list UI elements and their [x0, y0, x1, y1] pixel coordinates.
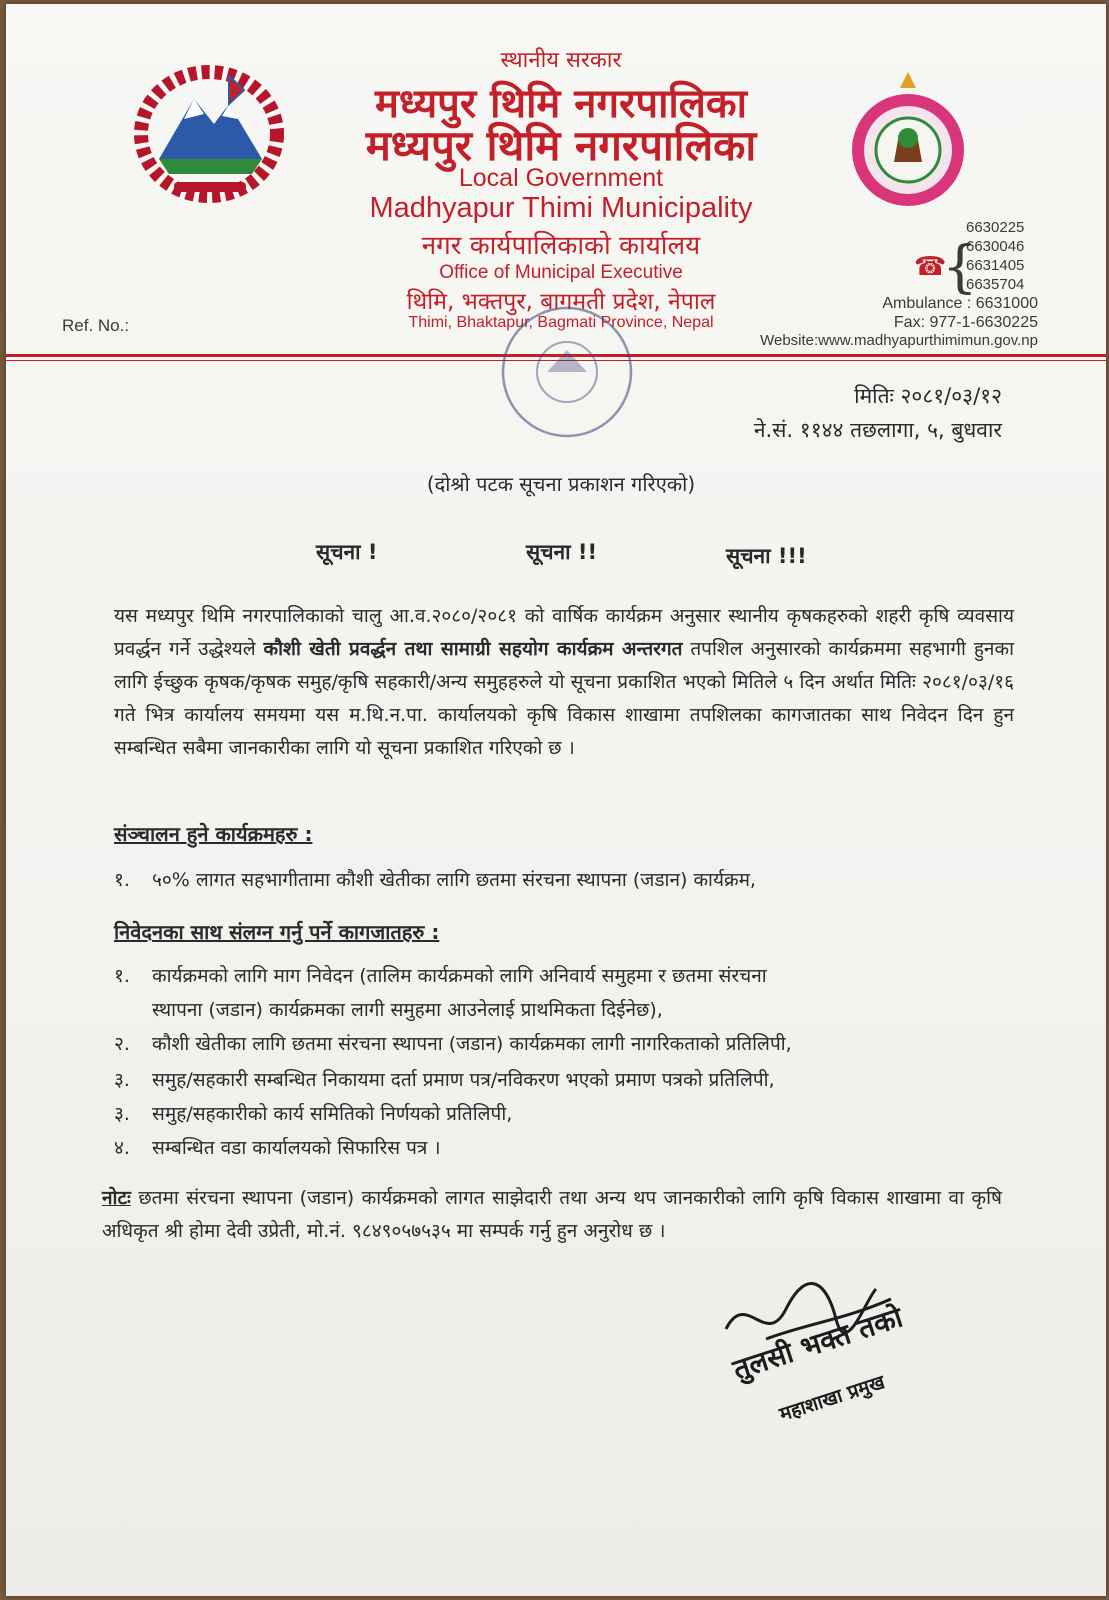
- header-municipality-en: Madhyapur Thimi Municipality: [369, 192, 753, 224]
- note-text: छतमा संरचना स्थापना (जडान) कार्यक्रमको लागत साझेदारी तथा अन्य थप जानकारीको लागि कृषि विकास शाखामा वा कृषि अधिकृत श्री होमा देवी उप्रेती, मो.नं. ९८४९०५७५३५ मा सम्पर्क गर्नु हुन अनुरोध छ ।: [102, 1187, 1002, 1242]
- note-label: नोटः: [102, 1187, 131, 1209]
- nepal-emblem-icon: [134, 64, 284, 204]
- phone-brace: {: [942, 235, 978, 300]
- publication-note: (दोश्रो पटक सूचना प्रकाशन गरिएको): [426, 472, 696, 496]
- ref-no-label: Ref. No.:: [62, 316, 130, 335]
- paragraph-text: तपशिल अनुसारको कार्यक्रममा सहभागी हुनका लागि ईच्छुक कृषक/कृषक समुह/कृषि सहकारी/अन्य समुहहरुले यो सूचना प्रकाशित भएको मितिले ५ दिन अर्थात मितिः २०८१/०३/१६ गते भित्र कार्यालय समयमा यस म.थि.न.पा. कार्यालयको कृषि विकास शाखामा तपशिलका कागजातका साथ निवेदन दिन हुन सम्बन्धित सबैमा जानकारीका लागि यो सूचना प्रकाशित गरिएको छ ।: [114, 638, 1014, 759]
- item-number: १.: [114, 965, 130, 987]
- note-paragraph: [102, 1182, 1002, 1248]
- document-item: [114, 960, 964, 992]
- item-number: १.: [114, 869, 130, 891]
- item-text: समुह/सहकारी सम्बन्धित निकायमा दर्ता प्रमाण पत्र/नविकरण भएको प्रमाण पत्रको प्रतिलिपी,: [152, 1069, 775, 1091]
- header-address-en: Thimi, Bhaktapur, Bagmati Province, Nepal: [408, 314, 714, 331]
- phone-number: 6631405: [966, 257, 1025, 274]
- header-municipality-newari: मध्यपुर थिमि नगरपालिका: [374, 80, 747, 127]
- phone-number: 6635704: [966, 276, 1025, 293]
- signatory-name: तुलसी भक्त तको: [728, 1300, 907, 1387]
- ambulance-number: Ambulance : 6631000: [882, 295, 1038, 312]
- item-text: सम्बन्धित वडा कार्यालयको सिफारिस पत्र ।: [152, 1137, 441, 1159]
- item-text: ५०% लागत सहभागीतामा कौशी खेतीका लागि छतमा संरचना स्थापना (जडान) कार्यक्रम,: [152, 869, 756, 891]
- signatory-title: महाशाखा प्रमुख: [776, 1371, 888, 1426]
- date-nepal-sambat: ने.सं. ११४४ तछलागा, ५, बुधवार: [753, 418, 1002, 442]
- notice-heading-2: सूचना !!: [526, 540, 598, 564]
- office-seal-stamp: [482, 300, 652, 450]
- item-text: कौशी खेतीका लागि छतमा संरचना स्थापना (जडान) कार्यक्रमका लागी नागरिकताको प्रतिलिपी,: [152, 1033, 792, 1055]
- header-office-np: नगर कार्यपालिकाको कार्यालय: [421, 231, 701, 261]
- website-link: Website:www.madhyapurthimimun.gov.np: [760, 332, 1038, 349]
- item-number: २.: [114, 1033, 130, 1055]
- header-office-en: Office of Municipal Executive: [439, 262, 683, 283]
- header-municipality-np: मध्यपुर थिमि नगरपालिका: [365, 121, 757, 170]
- notice-heading-1: सूचना !: [316, 540, 378, 564]
- notice-paragraph: [114, 600, 1014, 765]
- paragraph-text: यस मध्यपुर थिमि नगरपालिकाको चालु आ.व.२०८०/२०८१ को वार्षिक कार्यक्रम अनुसार स्थानीय कृषकहरुको शहरी कृषि व्यवसाय प्रवर्द्धन गर्ने उद्धेश्यले: [114, 605, 1014, 660]
- phone-number: 6630225: [966, 219, 1025, 236]
- item-number: ३.: [114, 1103, 130, 1125]
- phone-icon: ☎: [914, 252, 947, 282]
- paragraph-program-name: कौशी खेती प्रवर्द्धन तथा सामाग्री सहयोग कार्यक्रम अन्तरगत: [263, 638, 683, 660]
- document-item: [114, 1028, 1014, 1060]
- document-item: [114, 1098, 1014, 1130]
- phone-list: [966, 218, 1024, 294]
- item-text: कार्यक्रमको लागि माग निवेदन (तालिम कार्यक्रमको लागि अनिवार्य समुहमा र छतमा संरचना: [152, 965, 767, 987]
- header-local-govt-np: स्थानीय सरकार: [500, 48, 622, 73]
- contact-block: [826, 294, 1038, 332]
- date-bs: मितिः २०८१/०३/१२: [854, 384, 1002, 408]
- program-item: [114, 864, 1014, 896]
- notice-heading-3: सूचना !!!: [726, 544, 807, 568]
- documents-heading: निवेदनका साथ संलग्न गर्नु पर्ने कागजातहरु :: [114, 920, 440, 944]
- fax-number: Fax: 977-1-6630225: [893, 314, 1038, 331]
- item-text: समुह/सहकारीको कार्य समितिको निर्णयको प्रतिलिपी,: [152, 1103, 513, 1125]
- document-item: [114, 1132, 1014, 1164]
- item-number: ३.: [114, 1069, 130, 1091]
- phone-number: 6630046: [966, 238, 1025, 255]
- item-number: ४.: [114, 1137, 130, 1159]
- letter-page: [6, 4, 1106, 1596]
- municipality-logo-icon: [846, 70, 971, 210]
- programs-heading: संञ्चालन हुने कार्यक्रमहरु :: [114, 822, 313, 846]
- header-address-np: थिमि, भक्तपुर, बागमती प्रदेश, नेपाल: [406, 289, 716, 315]
- header-local-govt-en: Local Government: [458, 164, 664, 192]
- document-item: [114, 1064, 1014, 1096]
- document-item-continued: स्थापना (जडान) कार्यक्रमका लागी समुहमा आउनेलाई प्राथमिकता दिईनेछ),: [152, 999, 663, 1021]
